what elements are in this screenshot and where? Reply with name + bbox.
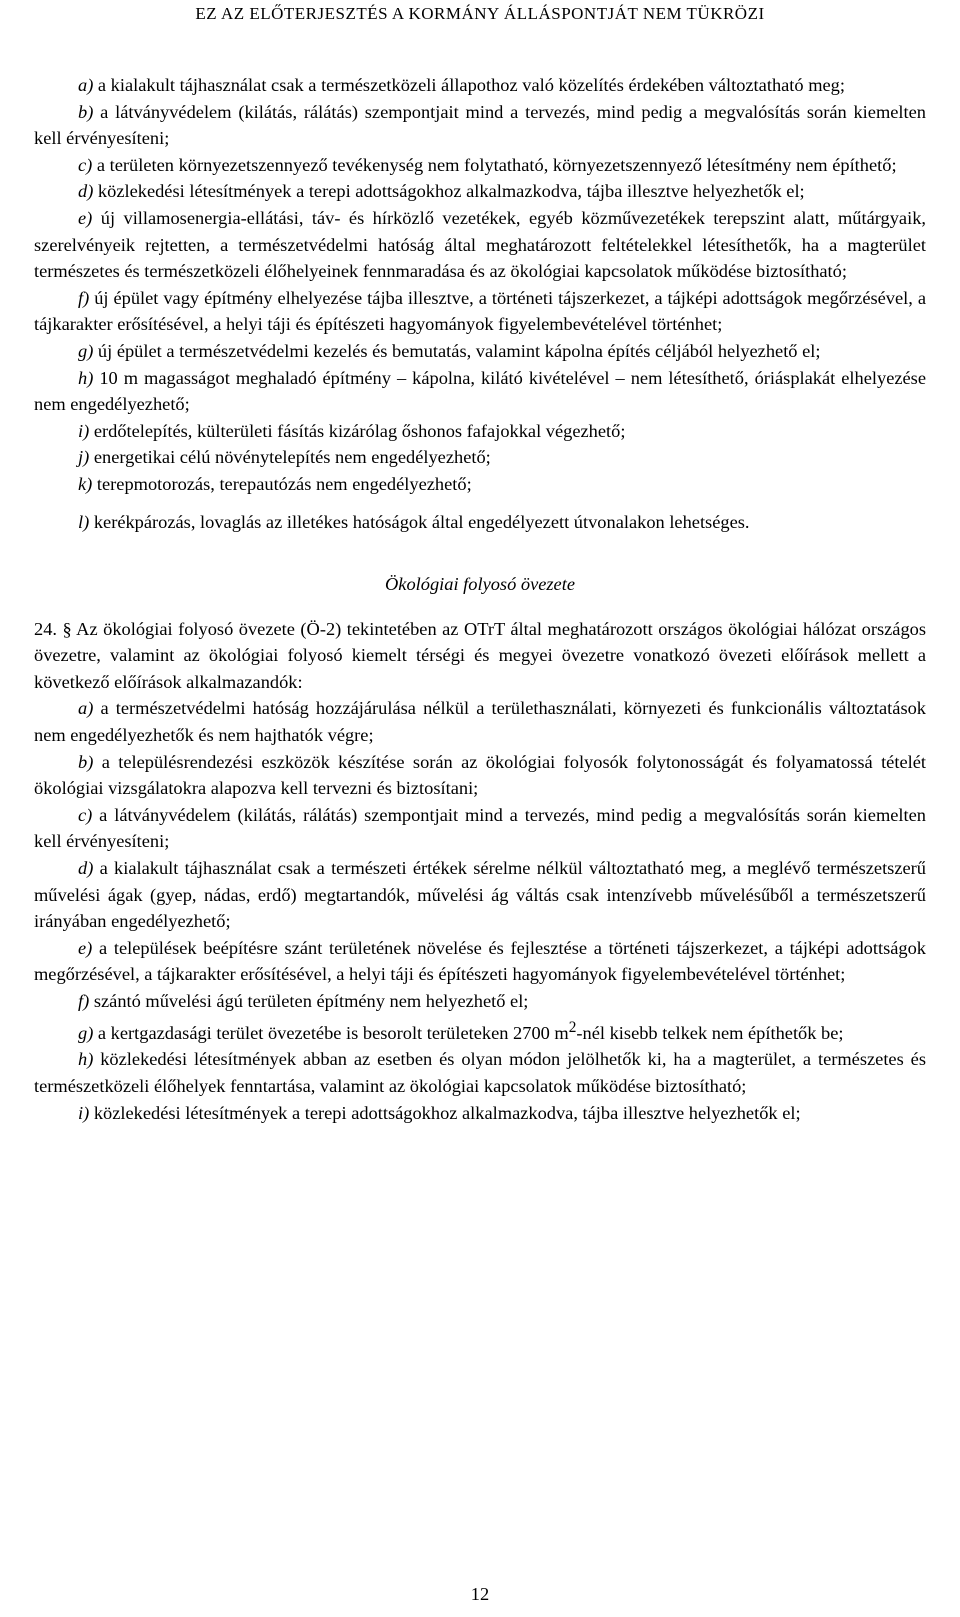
page-number: 12 xyxy=(470,1584,490,1604)
list-item: g) a kertgazdasági terület övezetébe is besorolt területeken 2700 $m^2$-nél kisebb telkek nem építhetők be; xyxy=(78,1018,844,1043)
list-item: i) közlekedési létesítmények a terepi adottságokhoz alkalmazkodva, tájba illesztve helyezhetők el; xyxy=(78,1102,801,1123)
list-item: h) 10 m magasságot meghaladó építmény – kápolna, kilátó kivételével – nem létesíthető, óriásplakát elhelyezése nem engedélyezhető; xyxy=(34,367,926,415)
superscript: 2 xyxy=(568,1018,577,1036)
list-item: l) kerékpározás, lovaglás az illetékes hatóságok által engedélyezett útvonalakon lehetséges. xyxy=(78,511,750,532)
list-item: f) szántó művelési ágú területen építmény nem helyezhető el; xyxy=(78,991,529,1011)
list-second xyxy=(34,695,926,1126)
list-item: c) a területen környezetszennyező tevékenység nem folytatható, környezetszennyező létesítmény nem építhető; xyxy=(78,154,897,175)
list-item: b) a látványvédelem (kilátás, rálátás) szempontjait mind a tervezés, mind pedig a megvalósítás során kiemelten kell érvényesíteni; xyxy=(34,101,926,149)
list-item: f) új épület vagy építmény elhelyezése tájba illesztve, a történeti tájszerkezet, a tájképi adottságok megőrzésével, a tájkarakter erősítésével, a helyi táji és építészeti hagyományok figyelembevételével történhet; xyxy=(34,287,926,335)
section-paragraph: 24. § Az ökológiai folyosó övezete (Ö-2) tekintetében az OTrT által meghatározott országos ökológiai hálózat országos övezetre, valamint az ökológiai folyosó kiemelt térségi és megyei övezetre vonatkozó övezeti előírások mellett a következő előírások alkalmazandók: xyxy=(34,618,926,692)
section-title: Ökológiai folyosó övezete xyxy=(385,574,575,595)
list-item: d) a kialakult tájhasználat csak a természeti értékek sérelme nélkül változtatható meg, a meglévő természetszerű művelési ágak (gyep, nádas, erdő) megtartandók, művelési ág váltás csak intenzívebb művelésűből a természetszerű irányában engedélyezhető; xyxy=(34,858,926,932)
list-first xyxy=(34,72,926,535)
list-item: a) a kialakult tájhasználat csak a természetközeli állapothoz való közelítés érdekében változtatható meg; xyxy=(78,75,845,95)
list-item: a) a természetvédelmi hatóság hozzájárulása nélkül a területhasználati, környezeti és funkcionális változtatások nem engedélyezhetők és nem hajthatók végre; xyxy=(34,698,926,746)
list-item: k) terepmotorozás, terepautózás nem engedélyezhető; xyxy=(78,473,472,494)
list-item: d) közlekedési létesítmények a terepi adottságokhoz alkalmazkodva, tájba illesztve helyezhetők el; xyxy=(78,181,805,202)
page-header: EZ AZ ELŐTERJESZTÉS A KORMÁNY ÁLLÁSPONTJÁT NEM TÜKRÖZI xyxy=(195,4,765,23)
list-item: e) új villamosenergia-ellátási, táv- és hírközlő vezetékek, egyéb közművezetékek terepszint alatt, műtárgyaik, szerelvényeik rejtetten, a természetvédelmi hatóság által meghatározott feltételekkel létesíthetők, ha a magterület természetes és természetközeli élőhelyeinek fennmaradása és az ökológiai kapcsolatok működése biztosítható; xyxy=(34,207,926,282)
list-item: e) a települések beépítésre szánt területének növelése és fejlesztése a történeti tájszerkezet, a tájképi adottságok megőrzésével, a tájkarakter erősítésével, a helyi táji és építészeti hagyományok figyelembevételével történhet; xyxy=(34,937,926,985)
list-item: i) erdőtelepítés, külterületi fásítás kizárólag őshonos fafajokkal végezhető; xyxy=(78,420,626,441)
list-item: g) új épület a természetvédelmi kezelés és bemutatás, valamint kápolna építés céljából helyezhető el; xyxy=(78,340,821,361)
list-item: h) közlekedési létesítmények abban az esetben és olyan módon jelölhetők ki, ha a magterület, a természetes és természetközeli élőhelyek fenntartása, valamint az ökológiai kapcsolatok működése biztosítható; xyxy=(34,1049,926,1096)
document-body xyxy=(34,72,926,1126)
list-item: c) a látványvédelem (kilátás, rálátás) szempontjait mind a tervezés, mind pedig a megvalósítás során kiemelten kell érvényesíteni; xyxy=(34,804,926,852)
list-item: j) energetikai célú növénytelepítés nem engedélyezhető; xyxy=(78,447,491,468)
list-item: b) a településrendezési eszközök készítése során az ökológiai folyosók folytonosságát és folyamatossá tételét ökológiai vizsgálatokra alapozva kell tervezni és biztosítani; xyxy=(34,751,926,799)
